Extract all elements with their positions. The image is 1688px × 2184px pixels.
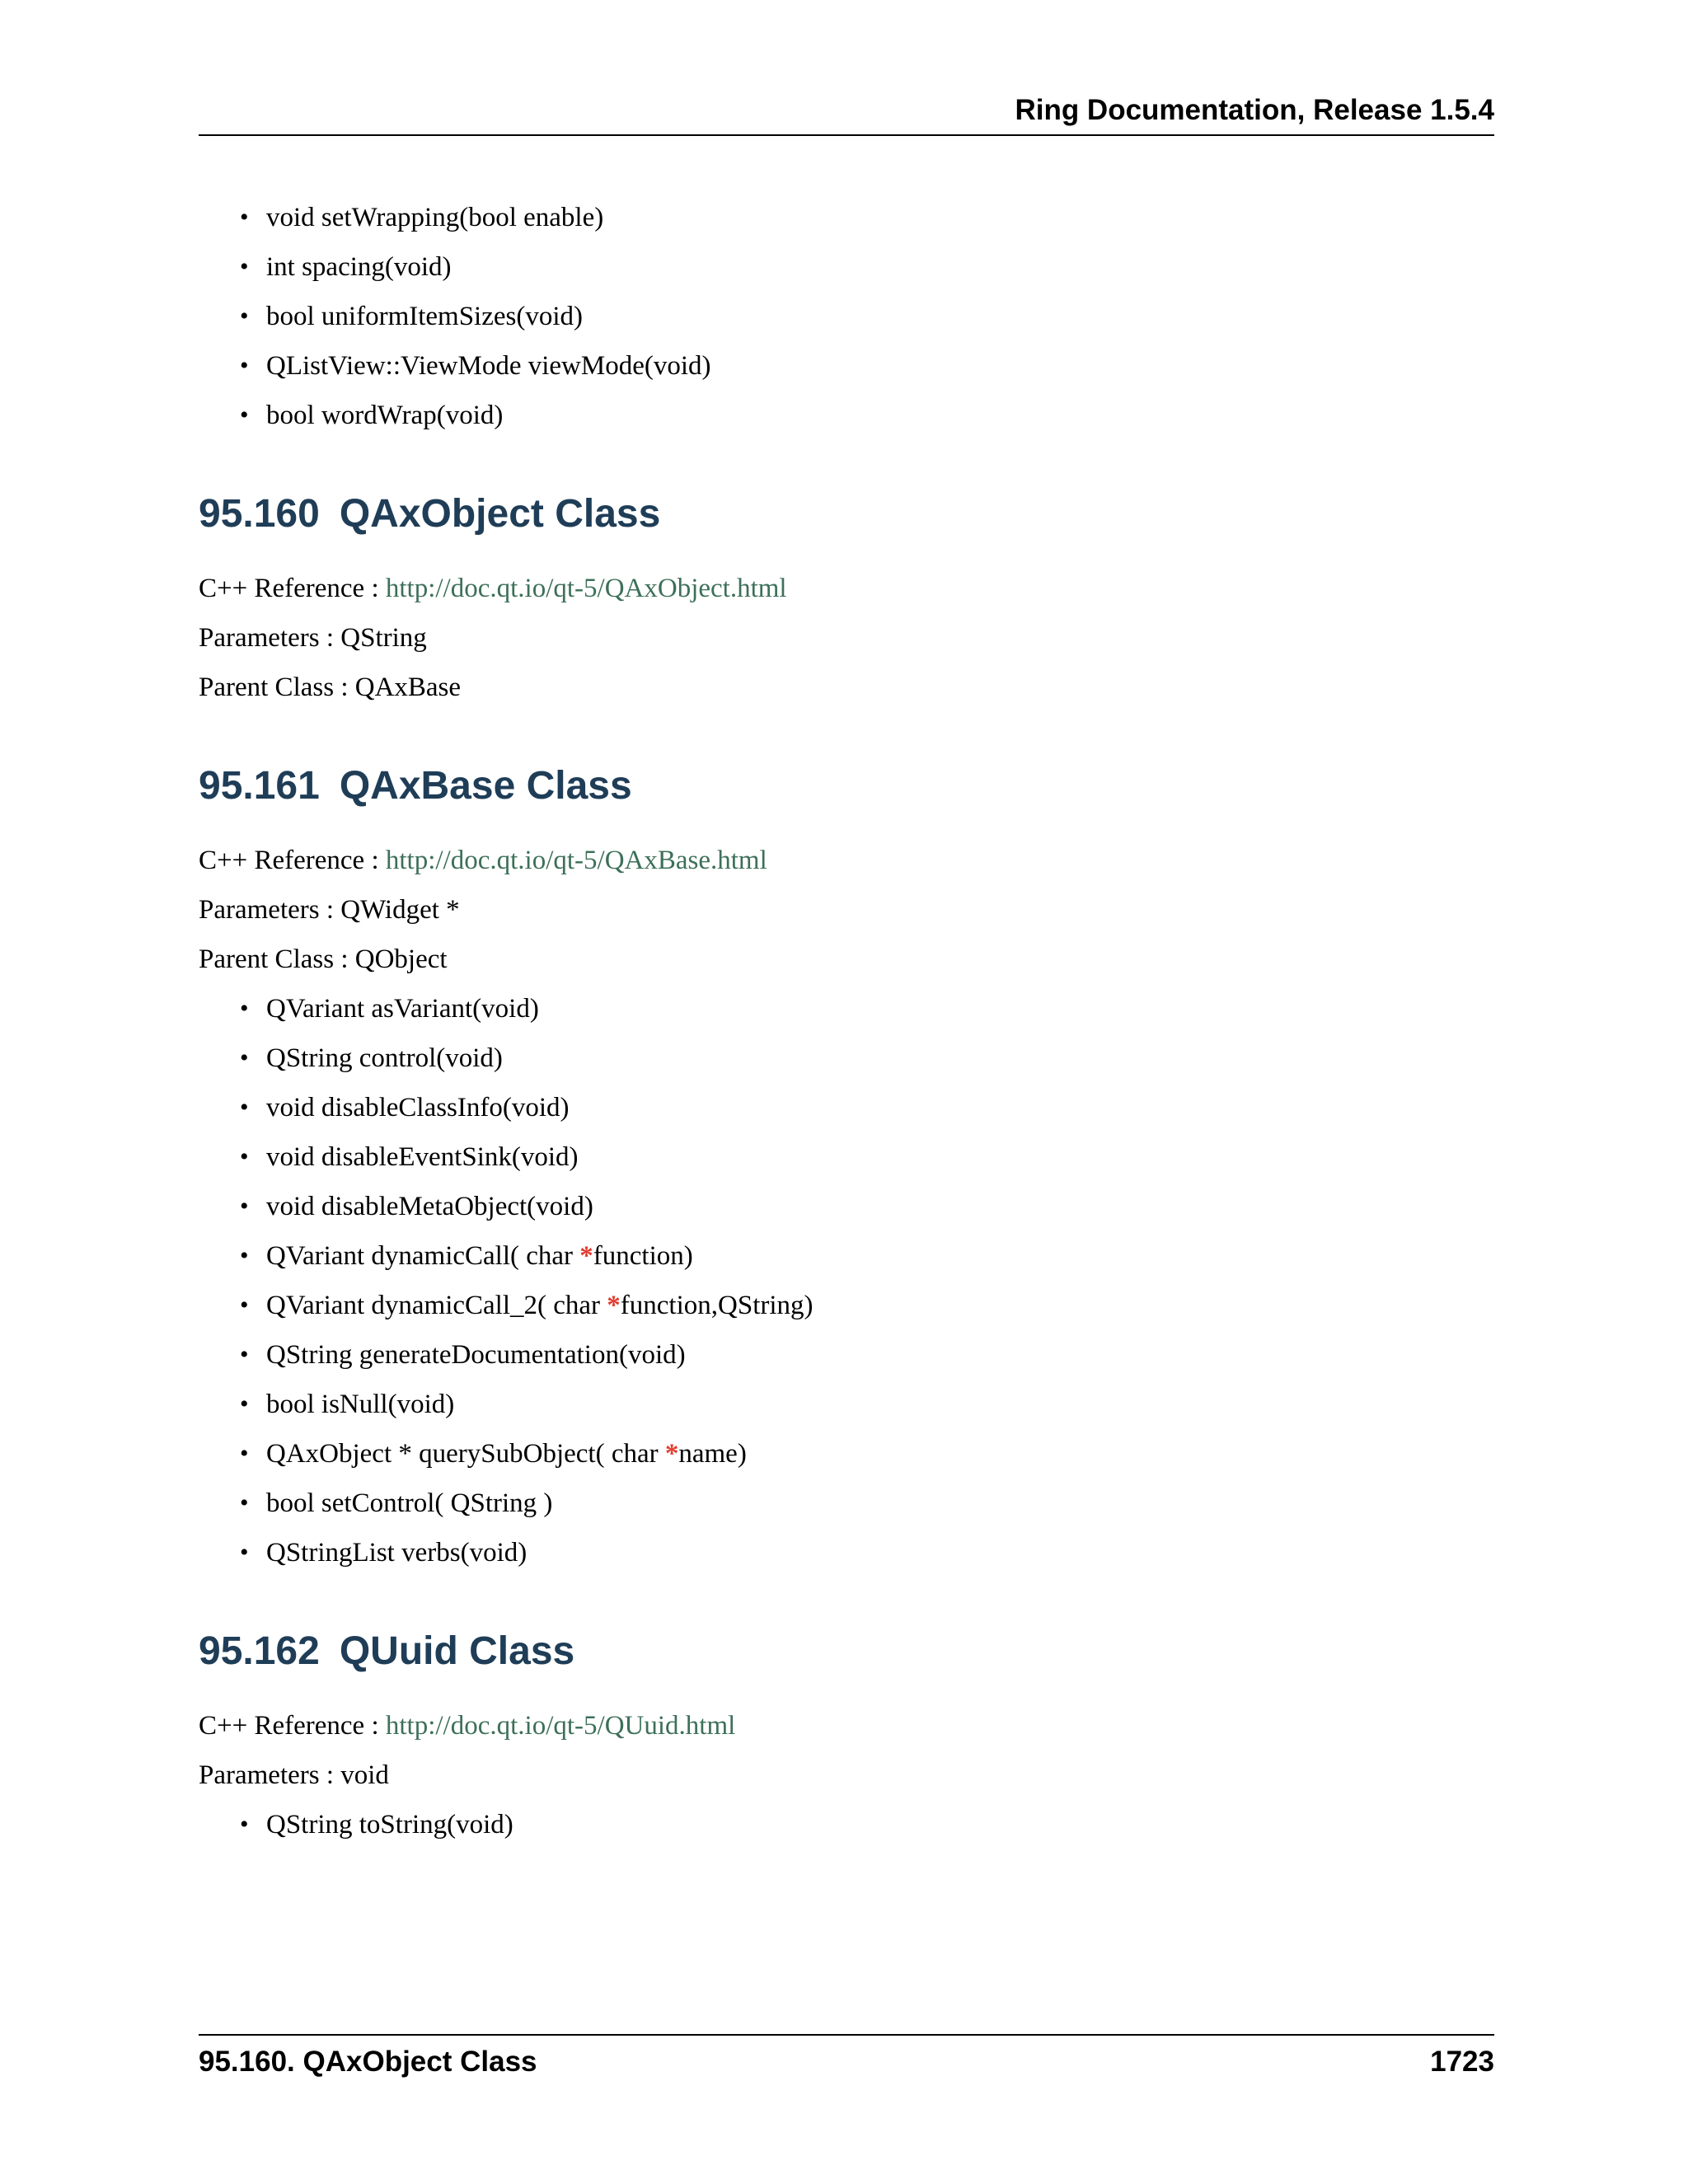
method-text: name) [678, 1439, 747, 1469]
section-qaxobject [199, 490, 1494, 712]
reference-link[interactable]: http://doc.qt.io/qt-5/QAxBase.html [385, 846, 767, 875]
section-number: 95.162 [199, 1629, 320, 1673]
reference-label: C++ Reference : [199, 1711, 386, 1741]
section-number: 95.160 [199, 492, 320, 536]
list-item: • void disableEventSink(void) [240, 1132, 1494, 1182]
method-text: QVariant dynamicCall_2( char [266, 1291, 607, 1320]
section-title: QAxObject Class [339, 492, 661, 536]
list-item: • bool uniformItemSizes(void) [240, 292, 1494, 341]
document-page [199, 0, 1494, 2184]
reference-label: C++ Reference : [199, 846, 386, 875]
method-text: QVariant dynamicCall( char [266, 1241, 580, 1271]
list-item: • bool setControl( QString ) [240, 1479, 1494, 1528]
running-header: Ring Documentation, Release 1.5.4 [199, 91, 1494, 136]
reference-label: C++ Reference : [199, 574, 386, 603]
list-item [240, 1281, 1494, 1330]
running-footer [199, 2034, 1494, 2082]
section-title: QUuid Class [339, 1629, 575, 1673]
parameters: Parameters : QWidget * [199, 895, 460, 925]
method-text: function,QString) [620, 1291, 814, 1320]
parent-class: Parent Class : QAxBase [199, 673, 462, 702]
list-item: • bool wordWrap(void) [240, 391, 1494, 440]
list-item: • bool isNull(void) [240, 1380, 1494, 1429]
parameters: Parameters : void [199, 1760, 389, 1790]
method-text: function) [593, 1241, 693, 1271]
page-number: 1723 [1430, 2046, 1494, 2078]
list-item: • void disableClassInfo(void) [240, 1083, 1494, 1132]
footer-section: 95.160. QAxObject Class [199, 2046, 537, 2078]
list-item: • void disableMetaObject(void) [240, 1182, 1494, 1231]
section-number: 95.161 [199, 764, 320, 808]
cpp-reference [199, 1701, 1494, 1750]
pointer-star: * [664, 1439, 679, 1469]
section-heading [199, 762, 1494, 811]
list-item [240, 1429, 1494, 1479]
reference-link[interactable]: http://doc.qt.io/qt-5/QUuid.html [385, 1711, 736, 1741]
cpp-reference [199, 836, 1494, 885]
pointer-star: * [579, 1241, 593, 1271]
section-heading [199, 1627, 1494, 1676]
section-quuid [199, 1627, 1494, 1849]
list-item: • QString control(void) [240, 1033, 1494, 1083]
parameters: Parameters : QString [199, 623, 427, 653]
section-heading [199, 490, 1494, 539]
cpp-reference [199, 564, 1494, 613]
list-item: • QString generateDocumentation(void) [240, 1330, 1494, 1380]
method-list-top [199, 193, 1494, 440]
section-title: QAxBase Class [339, 764, 632, 808]
pointer-star: * [607, 1291, 621, 1320]
page-content [199, 193, 1494, 1849]
list-item: • void setWrapping(bool enable) [240, 193, 1494, 242]
list-item [240, 1231, 1494, 1281]
method-text: QAxObject * querySubObject( char [266, 1439, 665, 1469]
parent-class: Parent Class : QObject [199, 944, 448, 974]
section-qaxbase [199, 762, 1494, 1577]
list-item: • QString toString(void) [240, 1800, 1494, 1849]
reference-link[interactable]: http://doc.qt.io/qt-5/QAxObject.html [385, 574, 787, 603]
list-item: • QVariant asVariant(void) [240, 984, 1494, 1033]
method-list [199, 1800, 1494, 1849]
list-item: • QStringList verbs(void) [240, 1528, 1494, 1577]
list-item: • QListView::ViewMode viewMode(void) [240, 341, 1494, 391]
list-item: • int spacing(void) [240, 242, 1494, 292]
method-list [199, 984, 1494, 1577]
